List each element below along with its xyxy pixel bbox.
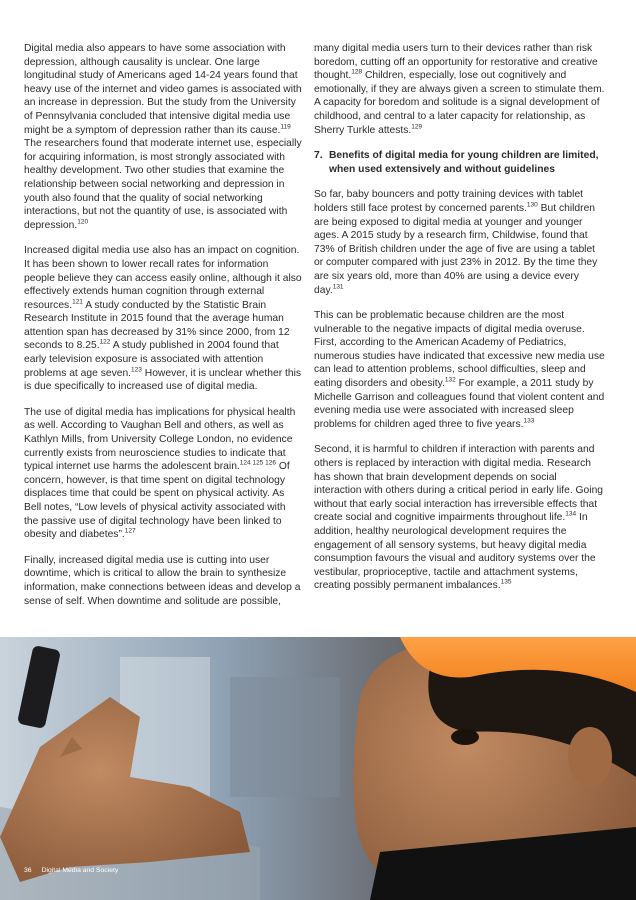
footnote-ref: 130 [526,201,538,209]
footnote-ref: 131 [332,283,344,291]
left-column [24,42,302,620]
footnote-ref: 133 [523,417,535,425]
footnote-ref: 122 [99,339,111,347]
photo-illustration [0,637,636,900]
footnote-ref: 119 [280,123,291,131]
column-divider [304,42,305,607]
page-number: 36 [24,867,32,874]
footnote-ref: 121 [72,298,83,306]
paragraph-vulnerable: This can be problematic because children are the most vulnerable to the negative impacts of digital media overuse. First, according to the American Academy of Pediatrics, numerous studies have indicated that excessive new media use can lead to attention problems, school difficulties, sleep and eating disorders and obesity.$^{132}$ For example, a 2011 study by Michelle Garrison and colleagues found that violent content and evening media use were associated with increased sleep problems for children aged three to five years.$^{133}$ [314,310,605,430]
paragraph-physical-health: The use of digital media has implications for physical health as well. According to Vaughan Bell and others, as well as Kathlyn Mills, from University College London, no evidence currently exists from neuroscience studies to indicate that typical internet use harms the adolescent brain.$^{124 125 126}$ Of concern, however, is that time spent on digital technology displaces time that could be spent on physical activity. As Bell notes, “Low levels of physical activity associated with the passive use of digital technology have been linked to obesity and diabetes”.$^{127}$ [24,406,296,541]
section-title: Benefits of digital media for young children are limited, when used extensively and without guidelines [329,150,599,175]
child-ear [568,727,612,787]
paragraph-downtime: Finally, increased digital media use is cutting into user downtime, which is critical to allow the brain to synthesize information, make connections between ideas and develop a sense of self. When downtime and solitude are possible, [24,554,301,607]
footnote-ref: 123 [131,366,142,374]
child-eye [451,729,479,745]
footnote-ref: 129 [411,123,423,131]
paragraph-young-ages: So far, baby bouncers and potty training devices with tablet holders still face protest by concerned parents.$^{130}$ But children are being exposed to digital media at younger and younger ages. A 2015 study by a research firm, Childwise, found that 73% of British children under the age of five are using a tablet or computer compared with just 23% in 2012. By the time they are six years old, more than 40% are using a device every day.$^{131}$ [314,189,598,296]
footnote-ref: 120 [77,218,89,226]
page-footer [24,867,118,874]
right-column [314,42,606,605]
section-number: 7. [314,150,323,162]
publication-title: Digital Media and Society [41,867,119,874]
footnote-ref: 134 [565,510,577,518]
paragraph-social-interaction: Second, it is harmful to children if interaction with parents and others is replaced by interaction with digital media. Research has shown that brain development depends on social interaction with others during a critical period in early life. Going without that early social interaction has irreversible effects that create social and cognitive impairments throughout life.$^{134}$ In addition, healthy neurological development requires the engagement of all sensory systems, but heavy digital media consumption favours the visual and auditory systems over the vestibular, proprioceptive, tactile and attachment systems, creating possibly permanent imbalances.$^{135}$ [314,444,604,592]
footnote-ref: 135 [500,578,512,586]
paragraph-depression: Digital media also appears to have some association with depression, although causality is unclear. One large longitudinal study of Americans aged 14-24 years found that heavy use of the internet and video games is associated with an increase in depression. But the study from the University of Pennsylvania concluded that intensive digital media use might be a symptom of depression rather than its cause.$^{119}$ The researchers found that moderate internet use, especially for acquiring information, is most strongly associated with healthy development. Two other studies that examine the relationship between social networking and depression in youth also found that the quality of social networking interactions, but not the quantity of use, is associated with depression.$^{120}$ [24,43,302,231]
footnote-ref: 127 [124,527,136,535]
footnote-ref: 124 125 126 [239,459,276,467]
child-with-phone-photo [0,637,636,900]
footnote-ref: 132 [444,376,456,384]
footnote-ref: 128 [351,68,363,76]
paragraph-cognition: Increased digital media use also has an impact on cognition. It has been shown to lower recall rates for information people believe they can access easily online, although it also effectively extends human cognition through external resources.$^{121}$ A study conducted by the Statistic Brain Research Institute in 2015 found that the average human attention span has decreased by 31% since 2000, from 12 seconds to 8.25.$^{122}$ A study published in 2004 found that early television exposure is associated with attention problems at age seven.$^{123}$ However, it is unclear whether this is due specifically to increased use of digital media. [24,245,302,393]
paragraph-boredom: many digital media users turn to their devices rather than risk boredom, cutting off an opportunity for restorative and creative thought.$^{128}$ Children, especially, lose out cognitively and emotionally, if they are always given a screen to stimulate them. A capacity for boredom and solitude is a signal development of childhood, and central to a later capacity for relationship, as Sherry Turkle attests.$^{129}$ [314,43,605,136]
section-heading [314,149,606,176]
